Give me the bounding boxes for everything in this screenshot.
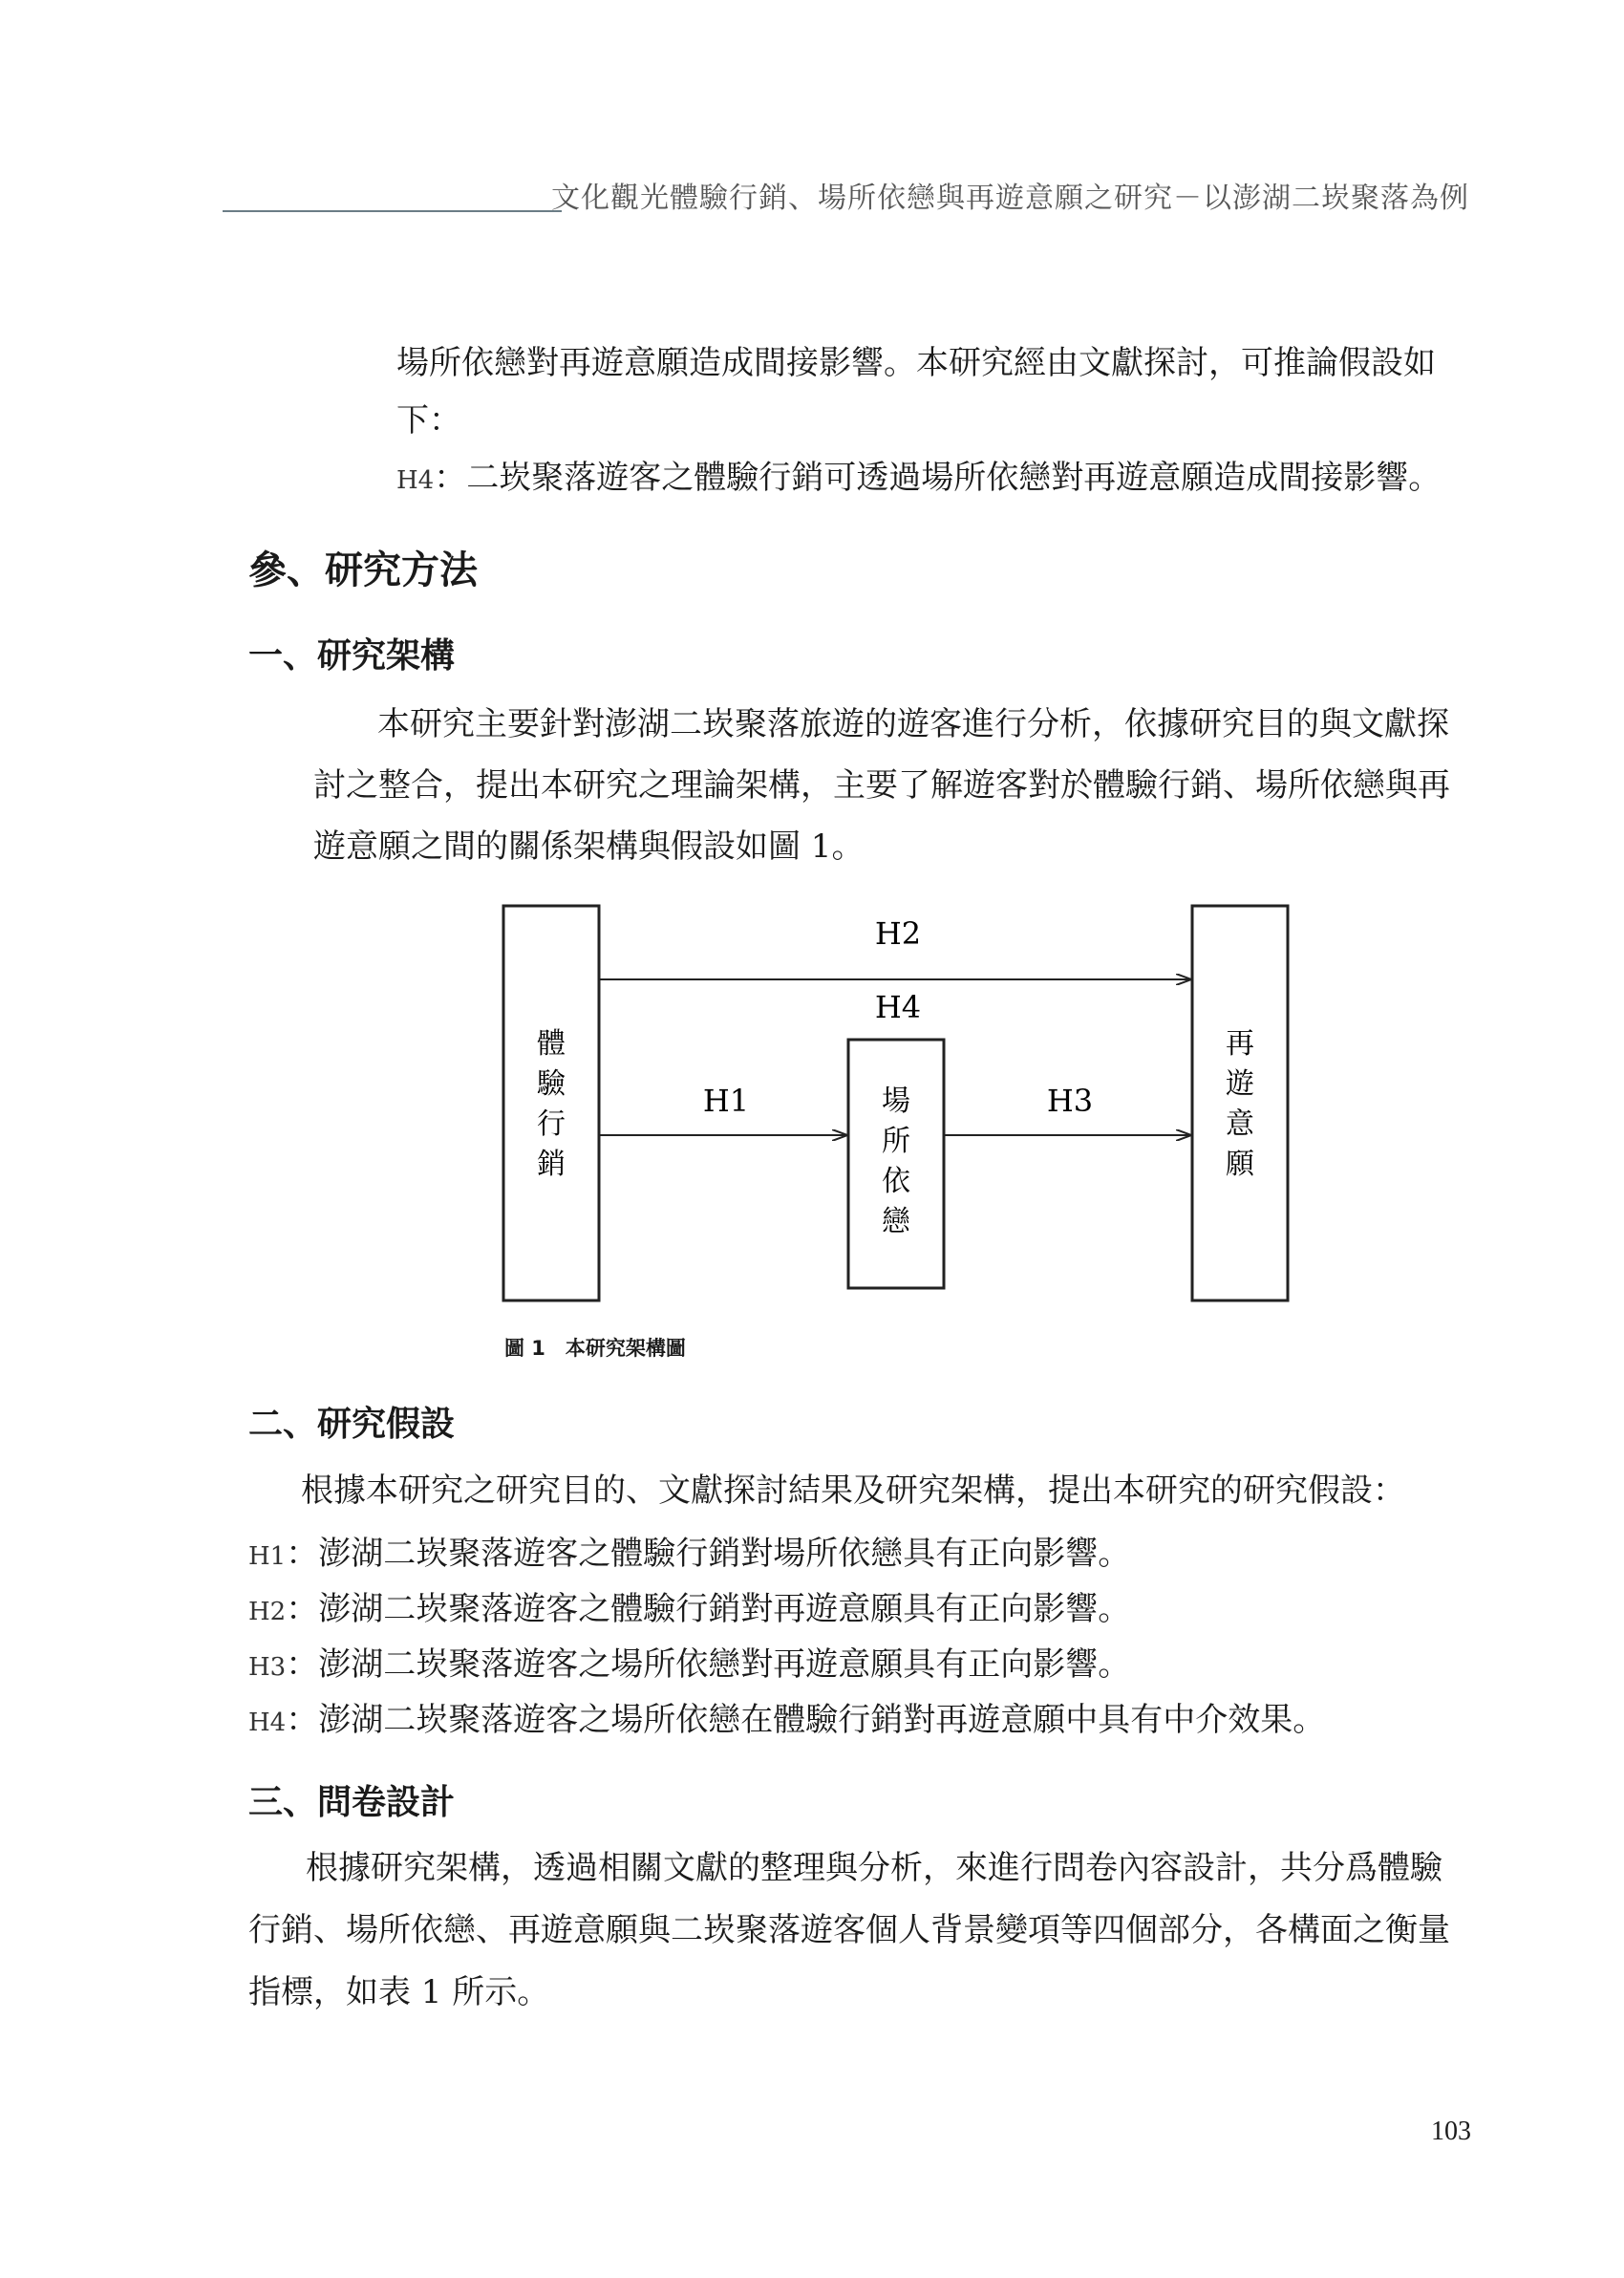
- intro-line-1: 場所依戀對再遊意願造成間接影響。本研究經由文獻探討，可推論假設如: [396, 344, 1436, 382]
- box-middle-char: 場: [882, 1085, 910, 1118]
- section-3-title: 參、研究方法: [248, 548, 478, 592]
- box-left-char: 體: [537, 1027, 566, 1061]
- box-right-char: 再: [1226, 1027, 1254, 1061]
- box-middle-char: 依: [882, 1165, 910, 1198]
- hypothesis-text: ：澎湖二崁聚落遊客之體驗行銷對場所依戀具有正向影響。: [286, 1535, 1131, 1573]
- intro-h4-text: ：二崁聚落遊客之體驗行銷可透過場所依戀對再遊意願造成間接影響。: [434, 459, 1442, 497]
- questionnaire-line-1: 根據研究架構，透過相關文獻的整理與分析，來進行問卷內容設計，共分爲體驗: [306, 1849, 1442, 1887]
- questionnaire-line-3: 指標，如表 1 所示。: [248, 1973, 550, 2011]
- hypothesis-text: ：澎湖二崁聚落遊客之場所依戀在體驗行銷對再遊意願中具有中介效果。: [286, 1701, 1326, 1739]
- subsection-2-title: 二、研究假設: [248, 1405, 456, 1444]
- framework-line-2: 討之整合，提出本研究之理論架構，主要了解遊客對於體驗行銷、場所依戀與再: [313, 766, 1450, 805]
- framework-line-1: 本研究主要針對澎湖二崁聚落旅遊的遊客進行分析，依據研究目的與文獻探: [377, 705, 1449, 743]
- label-h4: H4: [874, 989, 922, 1025]
- hypothesis-code: H1: [248, 1542, 287, 1571]
- box-right-char: 遊: [1226, 1067, 1254, 1101]
- hypothesis-code: H3: [248, 1653, 287, 1682]
- box-middle-char: 戀: [882, 1205, 910, 1238]
- figure-caption: 圖 1 本研究架構圖: [504, 1337, 686, 1360]
- hypothesis-item: [248, 1638, 1130, 1685]
- hypothesis-text: ：澎湖二崁聚落遊客之體驗行銷對再遊意願具有正向影響。: [286, 1590, 1131, 1628]
- box-left-char: 行: [537, 1107, 566, 1141]
- running-header-title: 文化觀光體驗行銷、場所依戀與再遊意願之研究－以澎湖二崁聚落為例: [551, 182, 1469, 215]
- hypothesis-code: H2: [248, 1598, 287, 1626]
- box-middle-char: 所: [882, 1125, 910, 1158]
- box-right-char: 願: [1226, 1148, 1254, 1181]
- hypothesis-code: H4: [248, 1708, 287, 1737]
- box-place-attachment: [848, 1040, 944, 1288]
- box-right-char: 意: [1226, 1107, 1254, 1141]
- hypothesis-text: ：澎湖二崁聚落遊客之場所依戀對再遊意願具有正向影響。: [286, 1645, 1131, 1684]
- subsection-1-title: 一、研究架構: [248, 636, 456, 676]
- box-left-char: 驗: [537, 1067, 566, 1101]
- label-h3: H3: [1046, 1083, 1094, 1119]
- box-experiential-marketing: [503, 906, 599, 1300]
- hypotheses-lead: 根據本研究之研究目的、文獻探討結果及研究架構，提出本研究的研究假設：: [301, 1472, 1405, 1510]
- hypothesis-item: [248, 1582, 1130, 1629]
- label-h1: H1: [702, 1083, 750, 1119]
- subsection-3-title: 三、問卷設計: [248, 1783, 456, 1822]
- hypothesis-item: [248, 1527, 1130, 1574]
- hypothesis-item: [248, 1693, 1325, 1740]
- box-left-char: 銷: [537, 1148, 566, 1181]
- intro-line-2: 下：: [396, 401, 461, 440]
- framework-line-3: 遊意願之間的關係架構與假設如圖 1。: [313, 827, 865, 866]
- box-revisit-intention: [1192, 906, 1288, 1300]
- questionnaire-line-2: 行銷、場所依戀、再遊意願與二崁聚落遊客個人背景變項等四個部分，各構面之衡量: [248, 1911, 1450, 1949]
- label-h2: H2: [874, 915, 922, 952]
- page-number: 103: [1431, 2117, 1471, 2146]
- intro-h4-code: H4: [396, 466, 435, 495]
